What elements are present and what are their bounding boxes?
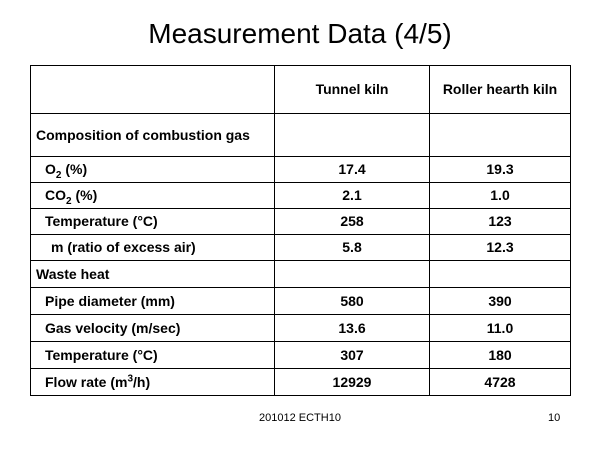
subscript: 2 <box>66 195 72 207</box>
cell-roller-flow-rate: 4728 <box>430 369 571 396</box>
header-roller-hearth-kiln: Roller hearth kiln <box>430 66 571 114</box>
cell-tunnel-co2: 2.1 <box>275 183 430 209</box>
cell-roller-o2: 19.3 <box>430 157 571 183</box>
cell-tunnel-gas-velocity: 13.6 <box>275 315 430 342</box>
cell-tunnel-temperature-waste: 307 <box>275 342 430 369</box>
row-label-flow-rate <box>31 369 275 396</box>
cell-roller-gas-velocity: 11.0 <box>430 315 571 342</box>
cell-roller-pipe-diameter: 390 <box>430 288 571 315</box>
empty-cell <box>430 114 571 157</box>
table-row <box>31 209 571 235</box>
slide-title: Measurement Data (4/5) <box>148 18 452 49</box>
cell-tunnel-temperature-gas: 258 <box>275 209 430 235</box>
table-row <box>31 315 571 342</box>
cell-roller-excess-air: 12.3 <box>430 235 571 261</box>
empty-cell <box>430 261 571 288</box>
label-tail: (%) <box>61 161 88 177</box>
header-blank-cell <box>31 66 275 114</box>
table-row <box>31 261 571 288</box>
row-label-gas-velocity: Gas velocity (m/sec) <box>31 315 275 342</box>
table-row <box>31 342 571 369</box>
row-label-temperature-gas: Temperature (°C) <box>31 209 275 235</box>
table-row <box>31 235 571 261</box>
table-header-row <box>31 66 571 114</box>
label-tail: /h) <box>133 373 151 390</box>
cell-tunnel-o2: 17.4 <box>275 157 430 183</box>
footer-text: 201012 ECTH10 <box>259 412 341 424</box>
cell-roller-co2: 1.0 <box>430 183 571 209</box>
table-row <box>31 183 571 209</box>
table-row <box>31 157 571 183</box>
page-number: 10 <box>548 412 561 424</box>
empty-cell <box>275 261 430 288</box>
empty-cell <box>275 114 430 157</box>
row-label-pipe-diameter: Pipe diameter (mm) <box>31 288 275 315</box>
cell-tunnel-pipe-diameter: 580 <box>275 288 430 315</box>
cell-roller-temperature-gas: 123 <box>430 209 571 235</box>
label-tail: (%) <box>71 187 98 203</box>
table-row <box>31 288 571 315</box>
label-text: CO <box>45 187 66 203</box>
row-label-temperature-waste: Temperature (°C) <box>31 342 275 369</box>
measurement-table <box>30 65 571 396</box>
cell-roller-temperature-waste: 180 <box>430 342 571 369</box>
group-label-combustion: Composition of combustion gas <box>31 114 275 157</box>
superscript: 3 <box>127 372 134 384</box>
row-label-co2 <box>31 183 275 209</box>
table-row <box>31 369 571 396</box>
cell-tunnel-flow-rate: 12929 <box>275 369 430 396</box>
header-tunnel-kiln: Tunnel kiln <box>275 66 430 114</box>
group-label-waste-heat: Waste heat <box>31 261 275 288</box>
label-text: O <box>45 161 56 177</box>
row-label-o2 <box>31 157 275 183</box>
subscript: 2 <box>55 169 62 181</box>
label-text: Flow rate (m <box>45 373 128 390</box>
table-row <box>31 114 571 157</box>
cell-tunnel-excess-air: 5.8 <box>275 235 430 261</box>
row-label-excess-air: m (ratio of excess air) <box>31 235 275 261</box>
